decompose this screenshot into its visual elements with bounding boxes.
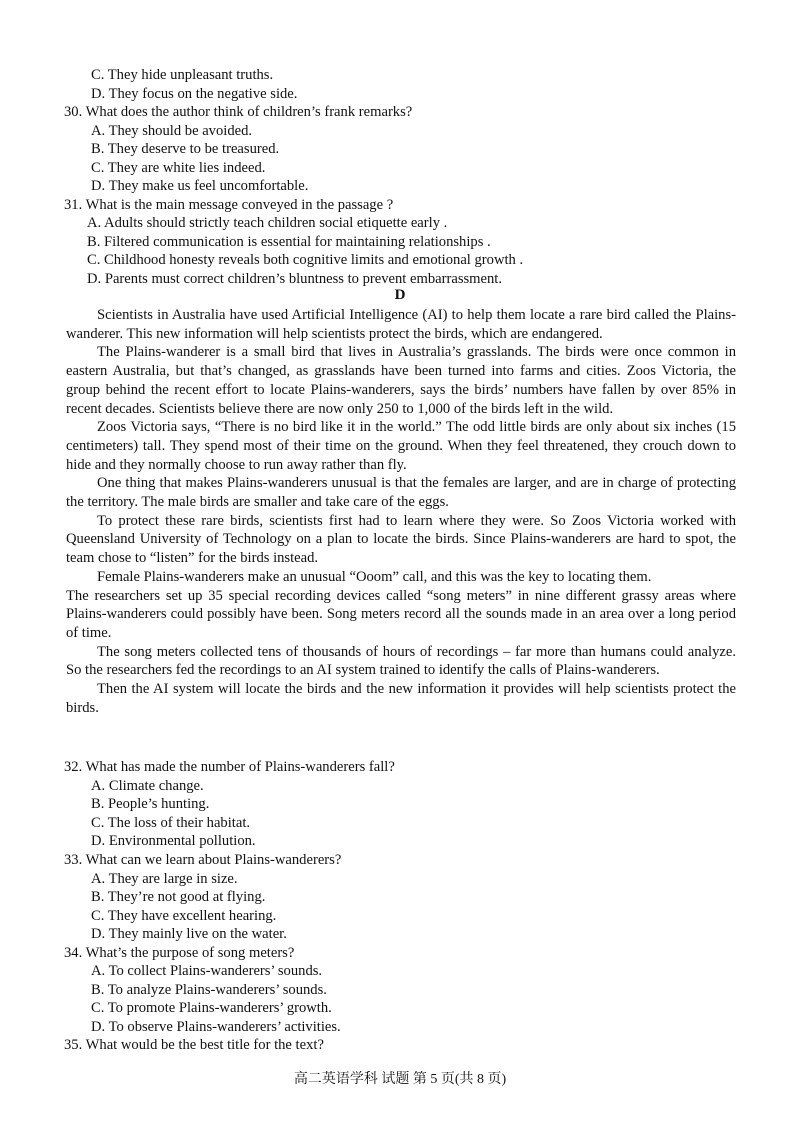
q30-stem: 30. What does the author think of children’s frank remarks?	[64, 104, 413, 120]
q34-option-c: C. To promote Plains-wanderers’ growth.	[91, 1000, 332, 1016]
q29-option-d: D. They focus on the negative side.	[91, 86, 298, 102]
q30-option-b: B. They deserve to be treasured.	[91, 141, 280, 157]
q29-option-c: C. They hide unpleasant truths.	[91, 67, 274, 83]
passage-paragraph-9: Then the AI system will locate the birds and the new information it provides will help scientists protect the birds.	[66, 681, 736, 716]
q33-stem: 33. What can we learn about Plains-wanderers?	[64, 852, 342, 868]
passage-paragraph-4: One thing that makes Plains-wanderers unusual is that the females are larger, and are in charge of protecting the territory. The male birds are smaller and take care of the eggs.	[66, 475, 736, 511]
q35-stem: 35. What would be the best title for the text?	[64, 1037, 324, 1053]
q33-option-d: D. They mainly live on the water.	[91, 926, 287, 942]
q30-option-a: A. They should be avoided.	[91, 123, 253, 139]
q30-option-d: D. They make us feel uncomfortable.	[91, 178, 309, 194]
q31-option-a: A. Adults should strictly teach children social etiquette early .	[87, 215, 448, 231]
q33-option-c: C. They have excellent hearing.	[91, 908, 277, 924]
q33-option-a: A. They are large in size.	[91, 871, 238, 887]
q32-stem: 32. What has made the number of Plains-wanderers fall?	[64, 759, 395, 775]
page-footer: 高二英语学科 试题 第 5 页(共 8 页)	[293, 1072, 507, 1087]
q34-option-d: D. To observe Plains-wanderers’ activities.	[91, 1019, 341, 1035]
passage-d	[66, 306, 736, 717]
q31-option-c: C. Childhood honesty reveals both cognitive limits and emotional growth .	[87, 252, 524, 268]
passage-paragraph-2: The Plains-wanderer is a small bird that lives in Australia’s grasslands. The birds were once common in eastern Australia, but that’s changed, as grasslands have been turned into farms and cities. Zoos Victoria, the group behind the recent effort to locate Plains-wanderers, says the birds’ numbers have fallen by over 85% in recent decades. Scientists believe there are now only 250 to 1,000 of the birds left in the wild.	[66, 344, 736, 417]
q34-stem: 34. What’s the purpose of song meters?	[64, 945, 295, 961]
q32-option-a: A. Climate change.	[91, 778, 204, 794]
section-heading: D	[394, 287, 406, 303]
q34-option-b: B. To analyze Plains-wanderers’ sounds.	[91, 982, 327, 998]
passage-paragraph-8: The song meters collected tens of thousands of hours of recordings – far more than humans could analyze. So the researchers fed the recordings to an AI system trained to identify the calls of Plains-wanderers.	[66, 643, 736, 679]
q32-option-b: B. People’s hunting.	[91, 796, 210, 812]
passage-paragraph-5: To protect these rare birds, scientists first had to learn where they were. So Zoos Victoria worked with Queensland University of Technology on a plan to locate the birds. Since Plains-wanderers are hard to spot, the team chose to “listen” for the birds instead.	[66, 512, 736, 567]
passage-paragraph-3: Zoos Victoria says, “There is no bird like it in the world.” The odd little birds are only about six inches (15 centimeters) tall. They spend most of their time on the ground. When they feel threatened, they crouch down to hide and they normally choose to run away rather than fly.	[66, 419, 736, 473]
q31-stem: 31. What is the main message conveyed in the passage ?	[64, 197, 394, 213]
q32-option-c: C. The loss of their habitat.	[91, 815, 251, 831]
q32-option-d: D. Environmental pollution.	[91, 833, 256, 849]
passage-paragraph-6: Female Plains-wanderers make an unusual “Ooom” call, and this was the key to locating them.	[97, 568, 652, 585]
q34-option-a: A. To collect Plains-wanderers’ sounds.	[91, 963, 323, 979]
passage-paragraph-7: The researchers set up 35 special recording devices called “song meters” in nine different grassy areas where Plains-wanderers could possibly have been. Song meters record all the sounds made in an area over a long period of time.	[66, 587, 736, 641]
passage-paragraph-1: Scientists in Australia have used Artificial Intelligence (AI) to help them locate a rare bird called the Plains-wanderer. This new information will help scientists protect the birds, which are endangered.	[66, 307, 736, 342]
q33-option-b: B. They’re not good at flying.	[91, 889, 266, 905]
q31-option-d: D. Parents must correct children’s bluntness to prevent embarrassment.	[87, 271, 503, 287]
q31-option-b: B. Filtered communication is essential for maintaining relationships .	[87, 234, 491, 250]
q30-option-c: C. They are white lies indeed.	[91, 160, 266, 176]
